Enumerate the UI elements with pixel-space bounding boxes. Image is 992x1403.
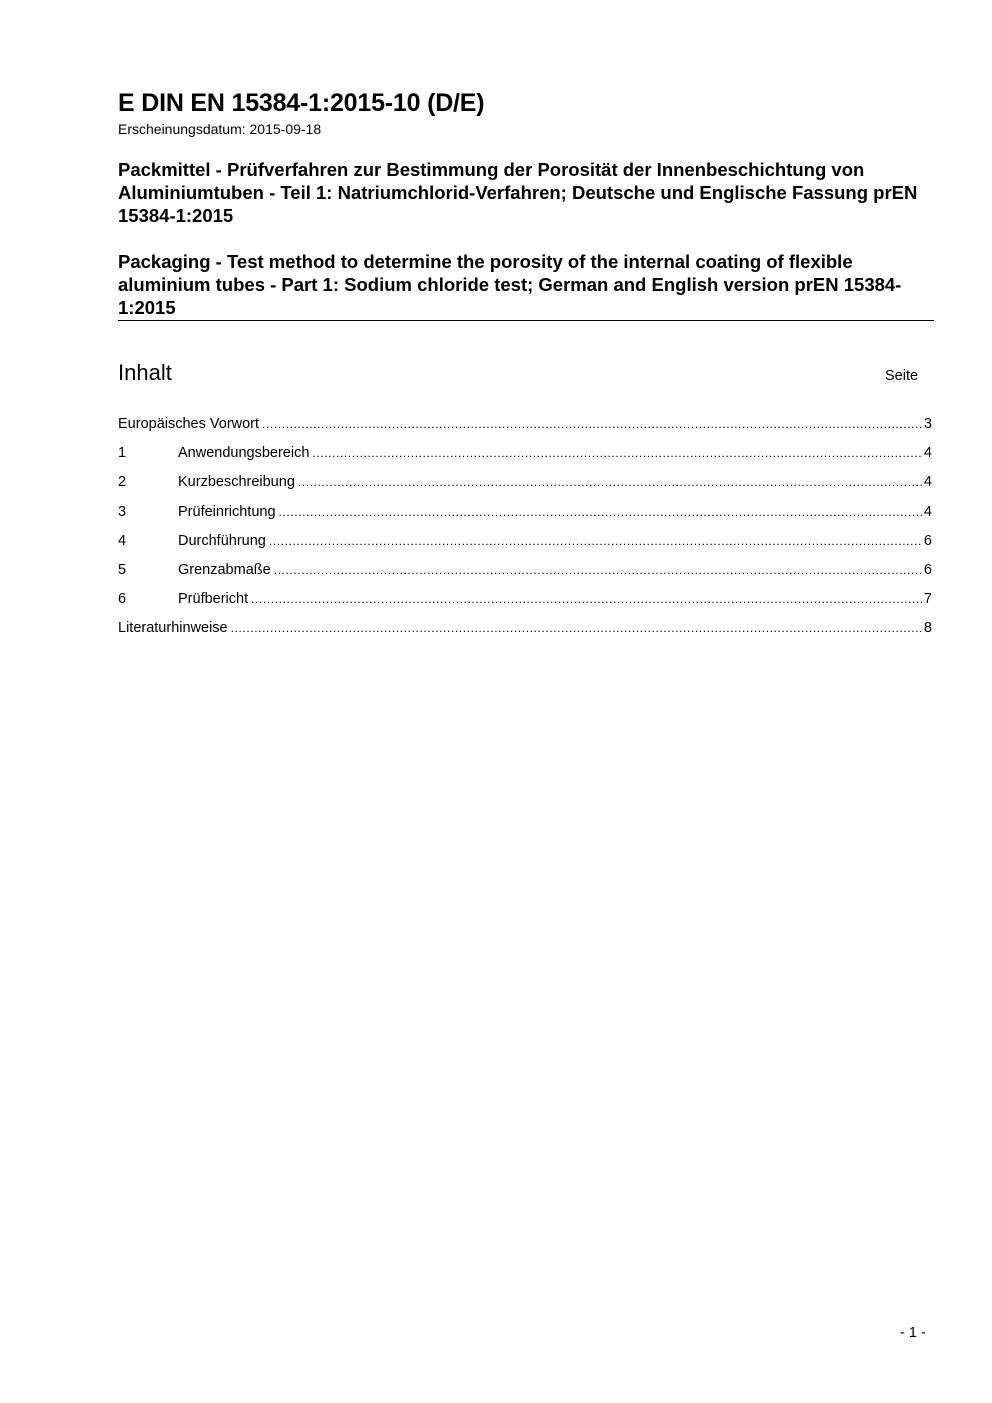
toc-entry-number: 3 [118,503,127,520]
toc-leader-dots [279,504,923,516]
toc-entry-page: 3 [923,416,932,432]
toc-entry-number: 5 [118,561,127,578]
table-of-contents [118,416,932,650]
toc-entry-text[interactable]: Durchführung [178,532,266,549]
toc-entry-page: 8 [923,620,932,637]
toc-leader-dots [312,445,923,457]
toc-leader-dots [274,562,923,574]
toc-entry-number: 2 [118,474,127,491]
toc-entry-page: 6 [923,532,932,549]
toc-entry-page: 4 [923,445,932,462]
title-german: Packmittel - Prüfverfahren zur Bestimmung der Porosität der Innenbeschichtung von Aluminiumtuben - Teil 1: Natriumchlorid-Verfahren; Deutsche und Englische Fassung prEN 15384-1:2015 [118,159,918,226]
title-divider [118,320,934,321]
toc-entry-number: 6 [118,591,127,608]
toc-entry[interactable] [118,620,932,649]
page-number: - 1 - [900,1325,926,1341]
issue-date: Erscheinungsdatum: 2015-09-18 [118,121,322,137]
toc-entry-text[interactable]: Kurzbeschreibung [178,474,295,491]
toc-entry-text[interactable]: Grenzabmaße [178,561,271,578]
toc-entry-page: 6 [923,561,932,578]
title-english: Packaging - Test method to determine the porosity of the internal coating of flexible aluminium tubes - Part 1: Sodium chloride test; German and English version prEN 15384-1:2015 [118,251,902,318]
toc-entry[interactable] [118,445,932,474]
toc-entry[interactable] [118,416,932,445]
toc-leader-dots [269,533,923,545]
toc-entry[interactable] [118,562,932,591]
toc-entry-text[interactable]: Europäisches Vorwort [118,416,260,432]
toc-page-label: Seite [885,368,919,384]
toc-heading: Inhalt [118,360,172,385]
toc-entry-text[interactable]: Literaturhinweise [118,620,228,637]
toc-entry-number: 4 [118,532,127,549]
toc-entry-page: 4 [923,474,932,491]
toc-entry[interactable] [118,474,932,503]
toc-entry-number: 1 [118,445,127,462]
toc-leader-dots [231,620,923,632]
toc-leader-dots [262,416,923,428]
toc-entry-text[interactable]: Prüfbericht [178,591,249,608]
toc-leader-dots [298,474,923,486]
toc-entry-text[interactable]: Prüfeinrichtung [178,503,276,520]
document-title: E DIN EN 15384-1:2015-10 (D/E) [118,89,485,117]
toc-leader-dots [251,591,923,603]
toc-entry-page: 4 [923,503,932,520]
toc-entry-page: 7 [923,591,932,608]
toc-entry[interactable] [118,533,932,562]
toc-entry[interactable] [118,591,932,620]
toc-entry[interactable] [118,504,932,533]
toc-entry-text[interactable]: Anwendungsbereich [178,445,310,462]
